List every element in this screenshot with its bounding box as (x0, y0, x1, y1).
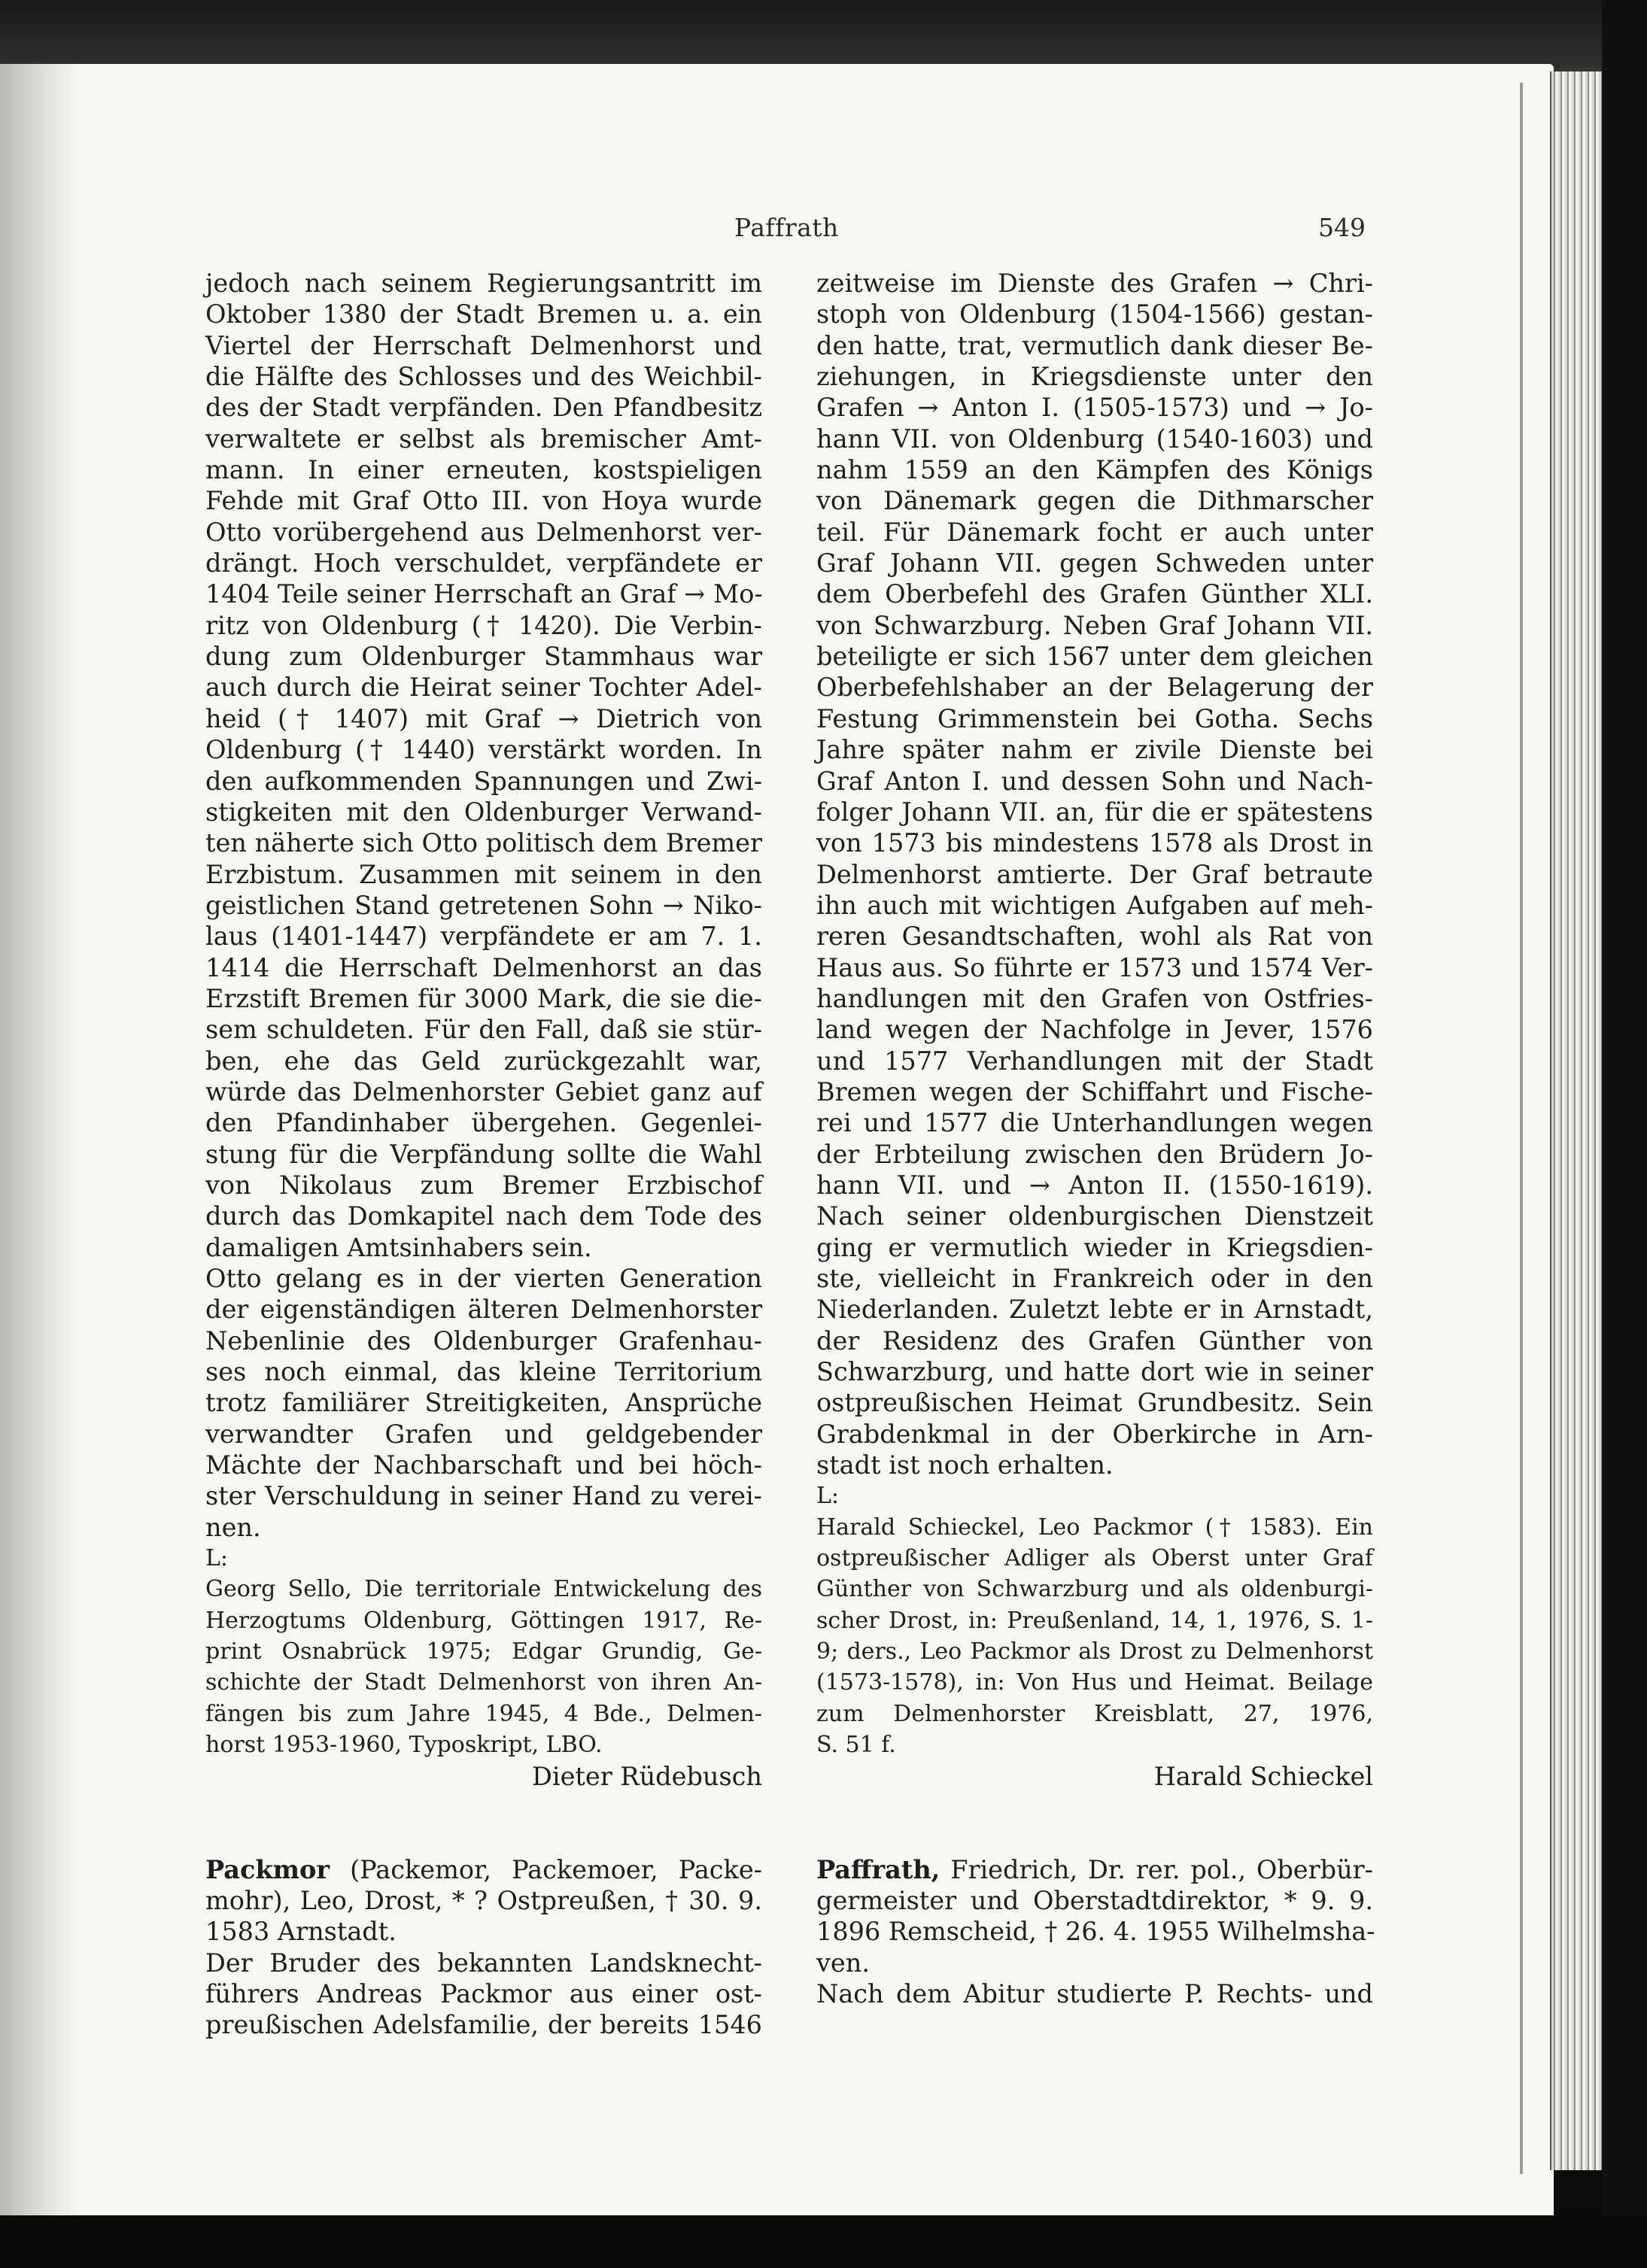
text-line (816, 610, 1373, 641)
line-text: L: (816, 1483, 840, 1510)
line-text: zum Delmenhorster Kreisblatt, 27, 1976, (816, 1700, 1373, 1727)
line-text: 1896 Remscheid, † 26. 4. 1955 Wilhelmsha- (816, 1917, 1375, 1947)
text-line (816, 952, 1373, 983)
line-text: beteiligte er sich 1567 unter dem gleichen (816, 642, 1373, 672)
text-line (816, 1325, 1373, 1356)
entry-headword: Packmor (205, 1854, 330, 1884)
text-line (816, 1170, 1373, 1201)
line-text: ostpreußischen Heimat Grundbesitz. Sein (816, 1388, 1373, 1418)
text-line (205, 703, 762, 734)
line-text: verwaltete er selbst als bremischer Amt- (205, 424, 762, 454)
line-text: ten näherte sich Otto politisch dem Bremer (205, 828, 762, 858)
text-line (816, 1294, 1373, 1325)
line-text: reren Gesandtschaften, wohl als Rat von (816, 921, 1373, 952)
text-line (816, 890, 1373, 921)
text-line (816, 1885, 1373, 1916)
line-text: Friedrich, Dr. rer. pol., Oberbür- (940, 1854, 1373, 1884)
text-line (205, 1948, 762, 1978)
text-line (205, 1356, 762, 1387)
text-line (205, 1107, 762, 1138)
text-line (816, 424, 1373, 454)
text-line (816, 1076, 1373, 1107)
literature-line (816, 1699, 1373, 1729)
line-text: (1573-1578), in: Von Hus und Heimat. Beilage (816, 1669, 1373, 1696)
line-text: print Osnabrück 1975; Edgar Grundig, Ge- (205, 1638, 762, 1665)
line-text: zeitweise im Dienste des Grafen → Chri- (816, 269, 1373, 298)
running-head: Paffrath (734, 213, 839, 242)
line-text: Der Bruder des bekannten Landsknecht- (205, 1948, 762, 1978)
left-column (205, 268, 762, 2041)
literature-line (816, 1667, 1373, 1698)
line-text: Oktober 1380 der Stadt Bremen u. a. ein (205, 299, 762, 329)
line-text: Erzbistum. Zusammen mit seinem in den (205, 859, 762, 889)
text-line (816, 268, 1373, 299)
line-text: von 1573 bis mindestens 1578 als Drost in (816, 828, 1373, 858)
text-line (205, 361, 762, 392)
text-line (816, 1978, 1373, 2009)
text-line (816, 548, 1373, 578)
text-line (205, 797, 762, 827)
text-line (205, 1201, 762, 1231)
text-line (205, 424, 762, 454)
line-text: der eigenständigen älteren Delmenhorster (205, 1295, 762, 1325)
line-text: hann VII. und → Anton II. (1550-1619). (816, 1170, 1373, 1200)
line-text: land wegen der Nachfolge in Jever, 1576 (816, 1015, 1373, 1045)
line-text: ste, vielleicht in Frankreich oder in den (816, 1264, 1373, 1293)
line-text: Jahre später nahm er zivile Dienste bei (816, 735, 1373, 765)
text-line (816, 1356, 1373, 1387)
line-text: preußischen Adelsfamilie, der bereits 1546 (205, 2010, 762, 2040)
text-line (205, 859, 762, 890)
line-text: den Pfandinhaber übergehen. Gegenlei- (205, 1108, 762, 1138)
text-line (816, 734, 1373, 765)
line-text: Nach dem Abitur studierte P. Rechts- und (816, 1978, 1373, 2008)
text-line (205, 578, 762, 609)
line-text: geistlichen Stand getretenen Sohn → Niko- (205, 890, 762, 920)
text-line (205, 1170, 762, 1201)
spacer (205, 1823, 762, 1854)
text-line (205, 454, 762, 485)
line-text: Graf Johann VII. gegen Schweden unter (816, 548, 1373, 578)
text-line (205, 1978, 762, 2009)
line-text: Niederlanden. Zuletzt lebte er in Arnstadt, (816, 1295, 1373, 1325)
text-line (205, 1014, 762, 1045)
text-line (205, 1854, 762, 1885)
literature-line (816, 1512, 1373, 1543)
line-text: stadt ist noch erhalten. (816, 1450, 1114, 1480)
line-text: Harald Schieckel, Leo Packmor († 1583). Ein (816, 1514, 1373, 1541)
line-text: Fehde mit Graf Otto III. von Hoya wurde (205, 486, 762, 516)
text-line (205, 921, 762, 952)
line-text: horst 1953-1960, Typoskript, LBO. (205, 1732, 603, 1759)
line-text: scher Drost, in: Preußenland, 14, 1, 1976, S. 1- (816, 1607, 1373, 1634)
text-line (205, 1512, 762, 1543)
line-text: damaligen Amtsinhabers sein. (205, 1232, 592, 1262)
text-line (205, 548, 762, 578)
text-line (205, 1046, 762, 1076)
line-text: Graf Anton I. und dessen Sohn und Nach- (816, 766, 1373, 796)
line-text: stigkeiten mit den Oldenburger Verwand- (205, 797, 762, 827)
line-text: auch durch die Heirat seiner Tochter Adel- (205, 673, 762, 703)
text-line (816, 1046, 1373, 1076)
line-text: Herzogtums Oldenburg, Göttingen 1917, Re- (205, 1607, 762, 1634)
literature-line (205, 1667, 762, 1698)
line-text: der Residenz des Grafen Günther von (816, 1325, 1373, 1356)
page-edge-line (1520, 83, 1523, 2174)
text-line (816, 517, 1373, 548)
line-text: stoph von Oldenburg (1504-1566) gestan- (816, 299, 1373, 329)
text-line (816, 921, 1373, 952)
line-text: Nebenlinie des Oldenburger Grafenhau- (205, 1325, 762, 1356)
line-text: jedoch nach seinem Regierungsantritt im (205, 269, 762, 298)
text-line (205, 1263, 762, 1294)
text-line (205, 1076, 762, 1107)
line-text: Erzstift Bremen für 3000 Mark, die sie die- (205, 983, 762, 1013)
text-line (205, 1419, 762, 1450)
line-text: durch das Domkapitel nach dem Tode des (205, 1201, 762, 1231)
line-text: trotz familiärer Streitigkeiten, Ansprüche (205, 1388, 762, 1418)
line-text: dung zum Oldenburger Stammhaus war (205, 642, 762, 672)
line-text: Nach seiner oldenburgischen Dienstzeit (816, 1201, 1373, 1231)
line-text: würde das Delmenhorster Gebiet ganz auf (205, 1076, 762, 1107)
text-line (205, 1480, 762, 1511)
text-line (816, 485, 1373, 516)
line-text: Grabdenkmal in der Oberkirche in Arn- (816, 1419, 1373, 1449)
text-line (816, 1419, 1373, 1450)
literature-line (816, 1605, 1373, 1636)
line-text: teil. Für Dänemark focht er auch unter (816, 517, 1373, 547)
text-line (205, 890, 762, 921)
text-line (816, 859, 1373, 890)
line-text: drängt. Hoch verschuldet, verpfändete er (205, 548, 762, 578)
text-line (816, 983, 1373, 1014)
line-text: sem schuldeten. Für den Fall, daß sie stür- (205, 1015, 762, 1045)
line-text: Viertel der Herrschaft Delmenhorst und (205, 330, 762, 360)
line-text: L: (205, 1545, 229, 1572)
right-column (816, 268, 1373, 2009)
literature-line (205, 1543, 762, 1574)
spacer (205, 1792, 762, 1823)
text-line (816, 827, 1373, 858)
literature-line (816, 1574, 1373, 1605)
line-text: (Packemor, Packemoer, Packe- (330, 1854, 762, 1884)
literature-line (205, 1729, 762, 1760)
author-signature (816, 1761, 1373, 1792)
line-text: nen. (205, 1512, 261, 1542)
text-line (205, 1139, 762, 1170)
text-line (816, 1450, 1373, 1480)
line-text: hann VII. von Oldenburg (1540-1603) und (816, 424, 1373, 454)
line-text: schichte der Stadt Delmenhorst von ihren An- (205, 1669, 762, 1696)
text-line (816, 766, 1373, 797)
line-text: rei und 1577 die Unterhandlungen wegen (816, 1108, 1373, 1138)
literature-line (816, 1543, 1373, 1574)
line-text: Dieter Rüdebusch (532, 1761, 762, 1791)
text-line (816, 392, 1373, 423)
line-text: 1583 Arnstadt. (205, 1917, 397, 1947)
text-line (816, 454, 1373, 485)
text-line (816, 641, 1373, 672)
text-line (816, 1139, 1373, 1170)
line-text: ritz von Oldenburg († 1420). Die Verbin- (205, 610, 762, 640)
text-line (205, 1294, 762, 1325)
text-line (205, 268, 762, 299)
text-line (205, 734, 762, 765)
text-line (205, 2009, 762, 2040)
line-text: die Hälfte des Schlosses und des Weichbil- (205, 362, 762, 392)
line-text: fängen bis zum Jahre 1945, 4 Bde., Delmen- (205, 1700, 762, 1727)
line-text: S. 51 f. (816, 1732, 896, 1759)
line-text: Bremen wegen der Schiffahrt und Fische- (816, 1076, 1373, 1107)
text-line (816, 703, 1373, 734)
line-text: der Erbteilung zwischen den Brüdern Jo- (816, 1139, 1373, 1169)
line-text: den aufkommenden Spannungen und Zwi- (205, 766, 762, 796)
text-line (205, 641, 762, 672)
literature-line (205, 1605, 762, 1636)
text-line (816, 1854, 1373, 1885)
line-text: nahm 1559 an den Kämpfen des Königs (816, 455, 1373, 485)
line-text: Otto vorübergehend aus Delmenhorst ver- (205, 517, 762, 547)
text-line (205, 1325, 762, 1356)
line-text: 1414 die Herrschaft Delmenhorst an das (205, 952, 762, 982)
line-text: von Schwarzburg. Neben Graf Johann VII. (816, 610, 1373, 640)
line-text: ging er vermutlich wieder in Kriegsdien- (816, 1232, 1373, 1262)
text-line (205, 952, 762, 983)
text-line (816, 361, 1373, 392)
line-text: den hatte, trat, vermutlich dank dieser Be- (816, 330, 1373, 360)
literature-line (816, 1729, 1373, 1760)
literature-line (816, 1480, 1373, 1511)
line-text: 9; ders., Leo Packmor als Drost zu Delmenhorst (816, 1638, 1373, 1665)
text-line (205, 1387, 762, 1418)
text-line (205, 517, 762, 548)
line-text: Delmenhorst amtierte. Der Graf betraute (816, 859, 1373, 889)
text-line (816, 1232, 1373, 1263)
text-line (816, 1263, 1373, 1294)
line-text: Georg Sello, Die territoriale Entwickelung des (205, 1576, 762, 1603)
literature-line (205, 1636, 762, 1667)
spacer (816, 1823, 1373, 1854)
book-cover-bottom (0, 2215, 1647, 2268)
line-text: Oberbefehlshaber an der Belagerung der (816, 673, 1373, 703)
text-line (816, 1107, 1373, 1138)
text-line (205, 1232, 762, 1263)
line-text: Günther von Schwarzburg und als oldenburgi- (816, 1576, 1373, 1603)
line-text: Harald Schieckel (1153, 1761, 1373, 1791)
book-cover-right (1602, 0, 1647, 2268)
line-text: Schwarzburg, und hatte dort wie in seiner (816, 1357, 1373, 1387)
line-text: handlungen mit den Grafen von Ostfries- (816, 983, 1373, 1013)
text-line (205, 299, 762, 329)
text-line (816, 578, 1373, 609)
entry-headword: Paffrath, (816, 1854, 940, 1884)
line-text: ihn auch mit wichtigen Aufgaben auf meh- (816, 890, 1373, 920)
line-text: von Dänemark gegen die Dithmarscher (816, 486, 1373, 516)
line-text: laus (1401-1447) verpfändete er am 7. 1. (205, 921, 762, 952)
line-text: Oldenburg († 1440) verstärkt worden. In (205, 735, 762, 765)
line-text: Mächte der Nachbarschaft und bei höch- (205, 1450, 762, 1480)
text-line (816, 1948, 1373, 1978)
line-text: ben, ehe das Geld zurückgezahlt war, (205, 1046, 762, 1076)
text-line (816, 672, 1373, 703)
line-text: mann. In einer erneuten, kostspieligen (205, 455, 762, 485)
line-text: von Nikolaus zum Bremer Erzbischof (205, 1170, 762, 1200)
text-line (205, 672, 762, 703)
line-text: des der Stadt verpfänden. Den Pfandbesitz (205, 393, 762, 423)
line-text: ostpreußischer Adliger als Oberst unter Graf (816, 1545, 1373, 1572)
text-line (816, 330, 1373, 361)
text-line (205, 983, 762, 1014)
line-text: mohr), Leo, Drost, * ? Ostpreußen, † 30. 9. (205, 1885, 762, 1915)
text-line (816, 1201, 1373, 1231)
text-line (205, 1885, 762, 1916)
literature-line (816, 1636, 1373, 1667)
line-text: dem Oberbefehl des Grafen Günther XLI. (816, 579, 1373, 609)
text-line (816, 1387, 1373, 1418)
page-gutter-shadow (0, 64, 83, 2217)
text-line (205, 766, 762, 797)
line-text: ses noch einmal, das kleine Territorium (205, 1357, 762, 1387)
text-line (816, 1014, 1373, 1045)
line-text: Otto gelang es in der vierten Generation (205, 1264, 762, 1293)
line-text: und 1577 Verhandlungen mit der Stadt (816, 1046, 1373, 1076)
line-text: germeister und Oberstadtdirektor, * 9. 9. (816, 1885, 1373, 1915)
line-text: führers Andreas Packmor aus einer ost- (205, 1978, 762, 2008)
text-line (816, 797, 1373, 827)
line-text: Haus aus. So führte er 1573 und 1574 Ver- (816, 952, 1373, 982)
line-text: heid († 1407) mit Graf → Dietrich von (205, 703, 762, 733)
text-line (205, 1450, 762, 1480)
text-line (205, 330, 762, 361)
page-number: 549 (1318, 213, 1366, 242)
literature-line (205, 1699, 762, 1729)
text-line (816, 1916, 1373, 1947)
line-text: verwandter Grafen und geldgebender (205, 1419, 762, 1449)
line-text: folger Johann VII. an, für die er spätestens (816, 797, 1373, 827)
line-text: ster Verschuldung in seiner Hand zu verei- (205, 1481, 762, 1511)
line-text: stung für die Verpfändung sollte die Wahl (205, 1139, 762, 1169)
text-line (205, 485, 762, 516)
line-text: ziehungen, in Kriegsdienste unter den (816, 362, 1373, 392)
line-text: Festung Grimmenstein bei Gotha. Sechs (816, 703, 1373, 733)
spacer (816, 1792, 1373, 1823)
text-line (205, 392, 762, 423)
text-line (205, 1916, 762, 1947)
line-text: ven. (816, 1948, 870, 1978)
line-text: Grafen → Anton I. (1505-1573) und → Jo- (816, 393, 1373, 423)
text-line (205, 610, 762, 641)
author-signature (205, 1761, 762, 1792)
text-line (205, 827, 762, 858)
line-text: 1404 Teile seiner Herrschaft an Graf → Mo- (205, 579, 763, 609)
literature-line (205, 1574, 762, 1605)
text-line (816, 299, 1373, 329)
